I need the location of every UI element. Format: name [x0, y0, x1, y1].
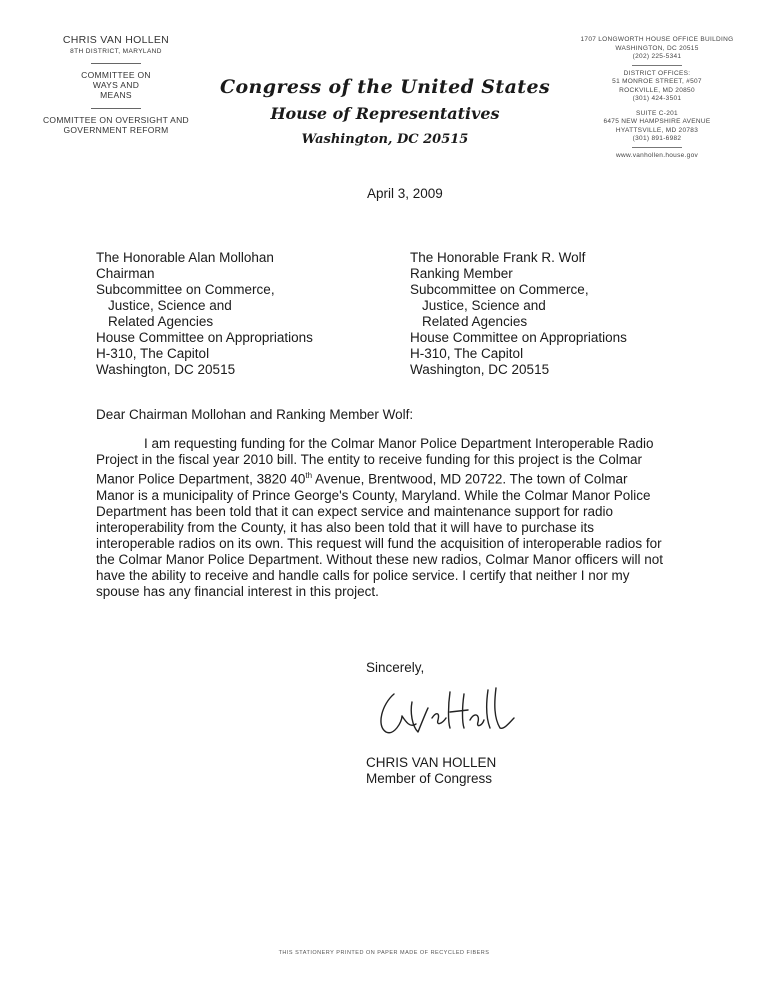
signer-title: Member of Congress: [366, 771, 493, 786]
divider: [91, 108, 141, 109]
divider: [91, 63, 141, 64]
city-line: Washington, DC 20515: [410, 362, 550, 377]
body-line: Manor is a municipality of Prince George's County, Maryland. While the Colmar Manor Police: [96, 487, 651, 503]
footer-note: THIS STATIONERY PRINTED ON PAPER MADE OF RECYCLED FIBERS: [278, 950, 490, 956]
room-line: H-310, The Capitol: [96, 346, 210, 361]
body-line: have the ability to receive and handle calls for police service. I certify that neither I nor my: [96, 568, 630, 584]
room-line: H-310, The Capitol: [410, 346, 524, 361]
signature-block: [366, 755, 496, 787]
letterhead-left: [36, 34, 196, 135]
letterhead-right: [572, 36, 742, 160]
letter-body: [96, 436, 696, 600]
committee-line: House Committee on Appropriations: [410, 330, 627, 345]
body-line: Project in the fiscal year 2010 bill. The entity to receive funding for this project is the Colmar: [96, 452, 643, 468]
body-line: spouse has any financial interest in this project.: [96, 584, 379, 600]
office2-line: HYATTSVILLE, MD 20783: [615, 126, 699, 134]
recipient-title: Chairman: [96, 266, 155, 281]
recipient-right: [410, 250, 710, 378]
subcommittee-line: Justice, Science and: [108, 298, 232, 313]
office1-phone: (301) 424-3501: [632, 95, 682, 102]
office2-phone: (301) 891-6982: [632, 135, 682, 142]
office1-line: ROCKVILLE, MD 20850: [619, 86, 695, 94]
city-line: Washington, DC 20515: [96, 362, 236, 377]
subcommittee-line: Justice, Science and: [422, 298, 546, 313]
district-label: 8TH DISTRICT, MARYLAND: [70, 48, 162, 55]
committee-2: COMMITTEE ON OVERSIGHT AND GOVERNMENT REFORM: [42, 115, 190, 135]
body-line: Manor Police Department, 3820 40th Avenue, Brentwood, MD 20722. The town of Colmar: [96, 471, 628, 487]
washington-title: Washington, DC 20515: [301, 132, 469, 147]
recipient-left: [96, 250, 386, 378]
dc-office-line: WASHINGTON, DC 20515: [615, 44, 699, 52]
body-line: the Colmar Manor Police Department. Without these new radios, Colmar Manor officers will not: [96, 552, 663, 568]
signer-name: CHRIS VAN HOLLEN: [366, 755, 497, 770]
recipient-name: The Honorable Frank R. Wolf: [410, 250, 586, 265]
office2-line: 6475 NEW HAMPSHIRE AVENUE: [603, 118, 711, 125]
office1-line: 51 MONROE STREET, #507: [612, 78, 702, 85]
divider: [632, 65, 682, 66]
salutation: Dear Chairman Mollohan and Ranking Member Wolf:: [96, 407, 414, 422]
district-offices-label: DISTRICT OFFICES:: [623, 69, 691, 77]
body-line: I am requesting funding for the Colmar Manor Police Department Interoperable Radio: [144, 436, 654, 451]
office2-line: SUITE C-201: [636, 109, 678, 117]
house-title: House of Representatives: [270, 104, 500, 123]
body-line: interoperability from the County, it has also been told that it will have to purchase its: [96, 519, 595, 535]
subcommittee-line: Related Agencies: [108, 314, 214, 329]
member-name: CHRIS VAN HOLLEN: [62, 34, 170, 46]
divider: [632, 147, 682, 148]
dc-office-line: 1707 LONGWORTH HOUSE OFFICE BUILDING: [580, 36, 734, 43]
dc-office-phone: (202) 225-5341: [632, 53, 682, 60]
handwritten-signature: [372, 682, 522, 742]
committee-line: House Committee on Appropriations: [96, 330, 313, 345]
subcommittee-line: Related Agencies: [422, 314, 528, 329]
website: www.vanhollen.house.gov: [615, 151, 699, 159]
recipient-title: Ranking Member: [410, 266, 513, 281]
congress-title: Congress of the United States: [219, 76, 551, 98]
subcommittee-line: Subcommittee on Commerce,: [410, 282, 589, 297]
closing: Sincerely,: [366, 660, 425, 675]
recipient-name: The Honorable Alan Mollohan: [96, 250, 274, 265]
body-line: Department has been told that it can expect service and maintenance support for radio: [96, 503, 614, 519]
letter-date: April 3, 2009: [367, 186, 443, 201]
letterhead-title: [200, 76, 570, 147]
committee-1: COMMITTEE ON WAYS AND MEANS: [81, 70, 151, 100]
subcommittee-line: Subcommittee on Commerce,: [96, 282, 275, 297]
body-line: interoperable radios on its own. This request will fund the acquisition of interoperable radios for: [96, 536, 662, 552]
